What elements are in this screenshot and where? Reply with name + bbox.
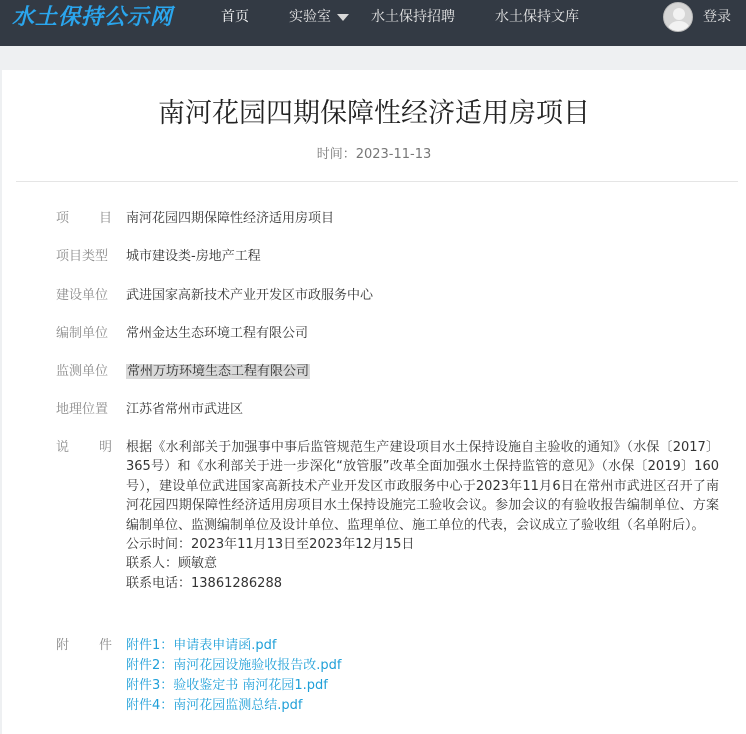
page-title: 南河花园四期保障性经济适用房项目 [158, 98, 590, 129]
nav-item-lab[interactable] [289, 0, 349, 34]
nav-item-recruitment[interactable]: 水土保持招聘 [371, 9, 455, 25]
nav-item-library[interactable]: 水土保持文库 [495, 9, 579, 25]
field-label-description [56, 438, 112, 458]
field-label-project-char-1: 项 [56, 211, 70, 226]
nav-item-home[interactable]: 首页 [221, 9, 249, 25]
field-label-project-char-2: 目 [98, 211, 112, 226]
field-label-description-char-1: 说 [56, 440, 70, 455]
field-value-monitor [126, 362, 310, 382]
field-value-builder: 武进国家高新技术产业开发区市政服务中心 [126, 288, 374, 303]
attachment-link-2[interactable]: 附件2：南河花园设施验收报告改.pdf [126, 658, 342, 673]
attachment-list [126, 636, 341, 716]
login-link[interactable]: 登录 [703, 9, 731, 25]
site-logo[interactable]: 水土保持公示网 [12, 5, 174, 30]
field-label-location: 地理位置 [56, 402, 109, 417]
nav-item-lab-label: 实验室 [289, 9, 331, 25]
field-label-monitor: 监测单位 [56, 364, 109, 379]
field-label-description-char-2: 明 [98, 440, 112, 455]
chevron-down-icon [337, 14, 349, 21]
field-label-attachments [56, 636, 112, 656]
contact-phone: 联系电话：13861286288 [126, 575, 282, 591]
article-card [2, 70, 746, 734]
field-label-type: 项目类型 [56, 249, 109, 264]
attachment-link-4[interactable]: 附件4：南河花园监测总结.pdf [126, 698, 303, 713]
user-avatar-icon[interactable] [663, 2, 693, 32]
top-navbar [0, 0, 746, 46]
divider [16, 181, 738, 182]
field-label-project [56, 209, 112, 229]
field-label-builder: 建设单位 [56, 288, 109, 303]
field-value-editor: 常州金达生态环境工程有限公司 [126, 326, 309, 341]
highlighted-text: 常州万坊环境生态工程有限公司 [127, 364, 310, 379]
field-value-project: 南河花园四期保障性经济适用房项目 [126, 211, 335, 226]
description-paragraph: 根据《水利部关于加强事中事后监管规范生产建设项目水土保持设施自主验收的通知》（水保〔2017〕365号）和《水利部关于进一步深化“放管服”改革全面加强水土保持监管的意见》（水保〔2019〕160号），建设单位武进国家高新技术产业开发区市政服务中心于2023年11月6日在常州市武进区召开了南河花园四期保障性经济适用房项目水土保持设施完工验收会议。参加会议的有验收报告编制单位、方案编制单位、监测编制单位及设计单位、监理单位、施工单位的代表，会议成立了验收组（名单附后）。 [126, 440, 719, 533]
field-label-attachments-char-2: 件 [98, 638, 112, 653]
field-label-editor: 编制单位 [56, 326, 109, 341]
field-value-type: 城市建设类-房地产工程 [126, 249, 261, 264]
attachment-link-3[interactable]: 附件3：验收鉴定书 南河花园1.pdf [126, 678, 328, 693]
publicity-period: 公示时间：2023年11月13日至2023年12月15日 [126, 537, 415, 553]
field-label-attachments-char-1: 附 [56, 638, 70, 653]
contact-person: 联系人：顾敏意 [126, 556, 218, 572]
attachment-link-1[interactable]: 附件1：申请表申请函.pdf [126, 638, 277, 653]
field-value-location: 江苏省常州市武进区 [126, 402, 244, 417]
publish-time: 时间：2023-11-13 [316, 147, 432, 162]
description-body [126, 438, 719, 593]
